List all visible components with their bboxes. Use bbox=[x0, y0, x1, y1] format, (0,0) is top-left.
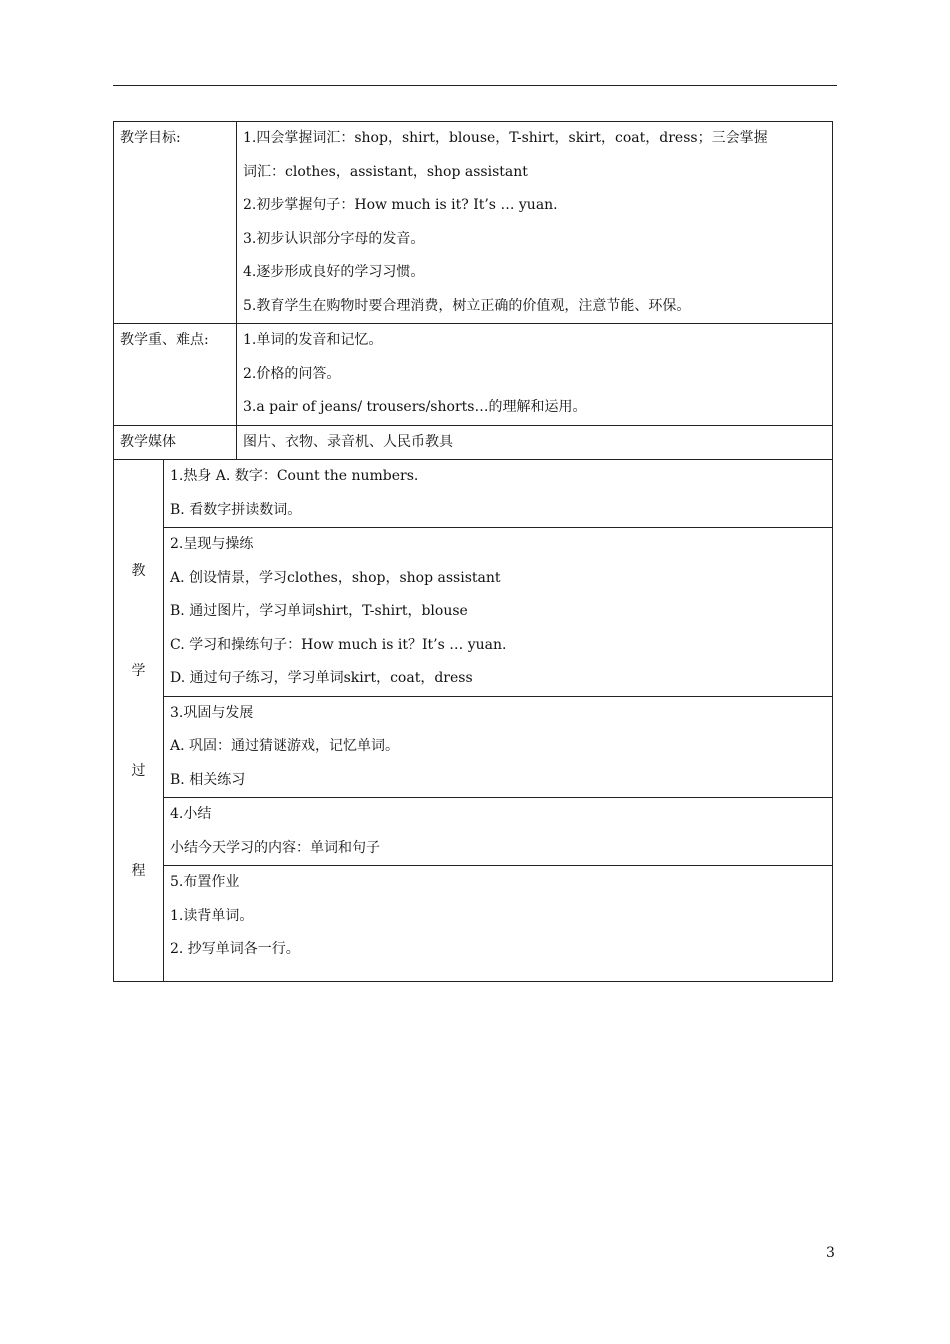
process-label-char: 教 bbox=[131, 562, 146, 579]
process-step-consolidation bbox=[164, 696, 833, 798]
step-line: 3.巩固与发展 bbox=[170, 704, 254, 721]
process-step-row bbox=[114, 798, 833, 866]
step-line: B. 通过图片，学习单词shirt，T-shirt，blouse bbox=[170, 603, 468, 619]
objective-item: 词汇：clothes，assistant，shop assistant bbox=[243, 163, 528, 180]
step-line: 2.呈现与操练 bbox=[170, 536, 254, 552]
process-step-row bbox=[114, 528, 833, 697]
objective-item: 3.初步认识部分字母的发音。 bbox=[243, 230, 425, 247]
step-line: 1.热身 A. 数字：Count the numbers. bbox=[170, 468, 419, 484]
key-points-label-cell bbox=[114, 324, 237, 426]
process-step-row bbox=[114, 460, 833, 528]
step-line: B. 看数字拼读数词。 bbox=[170, 501, 302, 518]
process-step-row bbox=[114, 866, 833, 982]
step-line: 1.读背单词。 bbox=[170, 907, 254, 924]
process-step-summary bbox=[164, 798, 833, 866]
objectives-row bbox=[114, 122, 833, 324]
process-step-presentation bbox=[164, 528, 833, 697]
process-label-char: 程 bbox=[131, 862, 146, 879]
media-row bbox=[114, 425, 833, 460]
step-line: B. 相关练习 bbox=[170, 771, 246, 788]
lesson-plan-table bbox=[113, 121, 833, 982]
step-line: D. 通过句子练习，学习单词skirt，coat，dress bbox=[170, 670, 473, 686]
media-label: 教学媒体 bbox=[120, 433, 176, 450]
key-points-label: 教学重、难点: bbox=[120, 332, 209, 348]
process-step-warmup bbox=[164, 460, 833, 528]
objectives-label: 教学目标: bbox=[120, 130, 181, 146]
step-line: C. 学习和操练句子：How much is it？It’s … yuan. bbox=[170, 636, 507, 653]
key-points-content-cell bbox=[237, 324, 833, 426]
step-line: 2. 抄写单词各一行。 bbox=[170, 941, 300, 957]
media-content-cell bbox=[237, 425, 833, 460]
header-rule bbox=[113, 85, 837, 86]
process-label-cell bbox=[114, 460, 164, 982]
key-points-row bbox=[114, 324, 833, 426]
objective-item: 5.教育学生在购物时要合理消费，树立正确的价值观，注意节能、环保。 bbox=[243, 297, 691, 314]
process-step-homework bbox=[164, 866, 833, 982]
step-line: 小结今天学习的内容：单词和句子 bbox=[170, 839, 380, 856]
process-label-char: 过 bbox=[131, 762, 146, 779]
media-value: 图片、衣物、录音机、人民币教具 bbox=[243, 433, 453, 450]
process-step-row bbox=[114, 696, 833, 798]
key-point-item: 1.单词的发音和记忆。 bbox=[243, 332, 383, 348]
objective-item: 4.逐步形成良好的学习习惯。 bbox=[243, 264, 425, 280]
media-label-cell bbox=[114, 425, 237, 460]
step-line: 5.布置作业 bbox=[170, 874, 240, 890]
objectives-label-cell bbox=[114, 122, 237, 324]
objective-item: 1.四会掌握词汇：shop，shirt，blouse，T-shirt，skirt，coat，dress；三会掌握 bbox=[243, 130, 768, 146]
step-line: A. 巩固：通过猜谜游戏，记忆单词。 bbox=[170, 738, 400, 754]
step-line: A. 创设情景，学习clothes，shop，shop assistant bbox=[170, 569, 501, 586]
step-line: 4.小结 bbox=[170, 806, 212, 822]
objectives-content-cell bbox=[237, 122, 833, 324]
page-number: 3 bbox=[826, 1245, 835, 1261]
key-point-item: 2.价格的问答。 bbox=[243, 365, 341, 382]
objective-item: 2.初步掌握句子：How much is it? It’s … yuan. bbox=[243, 197, 558, 213]
key-point-item: 3.a pair of jeans/ trousers/shorts…的理解和运用。 bbox=[243, 399, 587, 415]
process-label-char: 学 bbox=[131, 662, 146, 679]
